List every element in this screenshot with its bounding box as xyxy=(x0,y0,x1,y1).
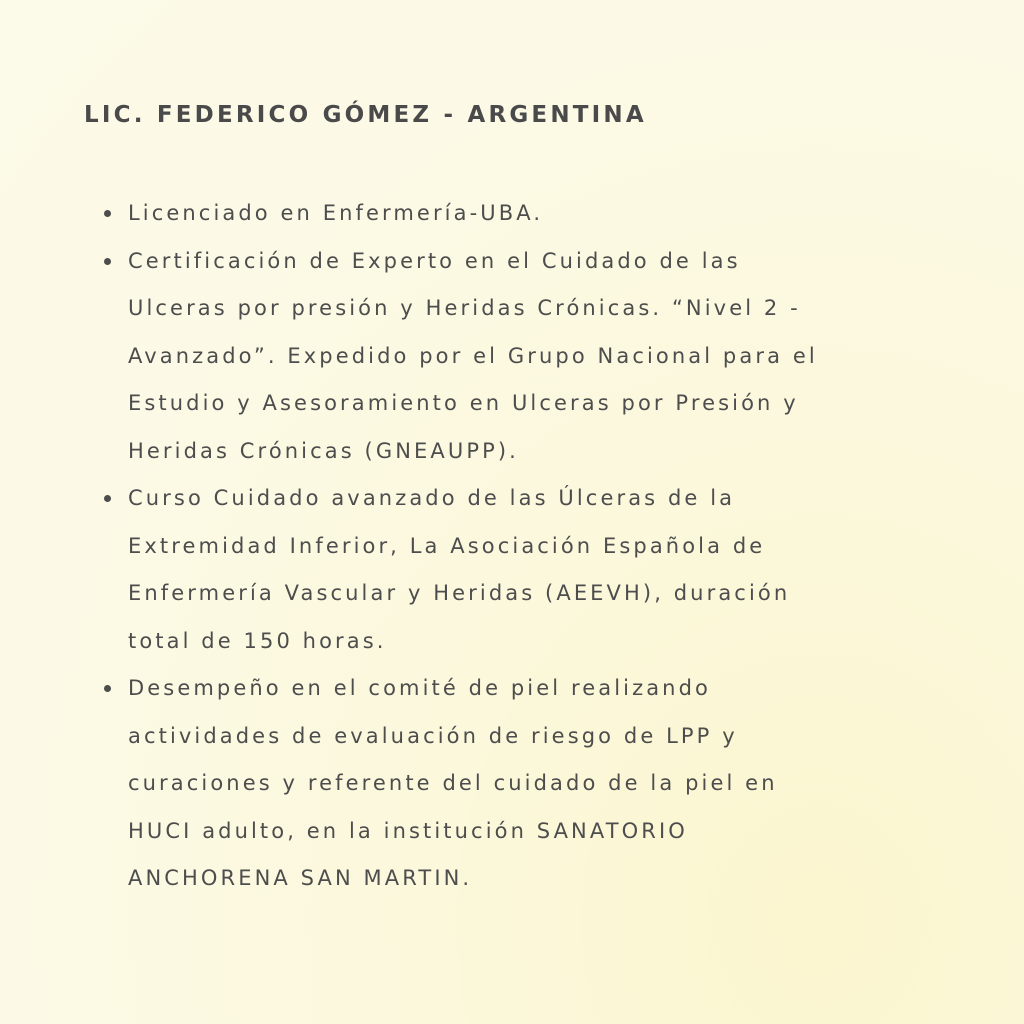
list-item-experience xyxy=(104,665,924,903)
list-item-line: Ulceras por presión y Heridas Crónicas. “Nivel 2 - xyxy=(128,296,801,320)
list-item-line: curaciones y referente del cuidado de la piel en xyxy=(128,771,778,795)
list-item-line: Curso Cuidado avanzado de las Úlceras de la xyxy=(128,486,736,510)
list-item-line: Licenciado en Enfermería-UBA. xyxy=(128,201,544,225)
bullet-icon xyxy=(104,210,111,217)
list-item-line: Avanzado”. Expedido por el Grupo Nacional para el xyxy=(128,343,818,368)
bullet-icon xyxy=(104,685,111,692)
list-item-line: ANCHORENA SAN MARTIN. xyxy=(128,866,473,890)
list-item-line: Extremidad Inferior, La Asociación Española de xyxy=(128,533,766,558)
list-item-line: HUCI adulto, en la institución SANATORIO xyxy=(128,818,688,843)
list-item-degree xyxy=(104,190,924,238)
list-item-line: Estudio y Asesoramiento en Ulceras por Presión y xyxy=(128,391,799,415)
credentials-list xyxy=(104,190,924,903)
list-item-line: actividades de evaluación de riesgo de LPP y xyxy=(128,723,738,748)
bullet-icon xyxy=(104,495,111,502)
bullet-icon xyxy=(104,258,111,265)
list-item-line: Desempeño en el comité de piel realizando xyxy=(128,676,711,700)
list-item-line: Enfermería Vascular y Heridas (AEEVH), duración xyxy=(128,581,791,605)
list-item-certification xyxy=(104,238,924,476)
list-item-line: Certificación de Experto en el Cuidado de las xyxy=(128,248,741,273)
list-item-line: Heridas Crónicas (GNEAUPP). xyxy=(128,438,519,463)
list-item-line: total de 150 horas. xyxy=(128,628,387,653)
page-title: LIC. FEDERICO GÓMEZ - ARGENTINA xyxy=(84,102,647,128)
list-item-course xyxy=(104,475,924,665)
